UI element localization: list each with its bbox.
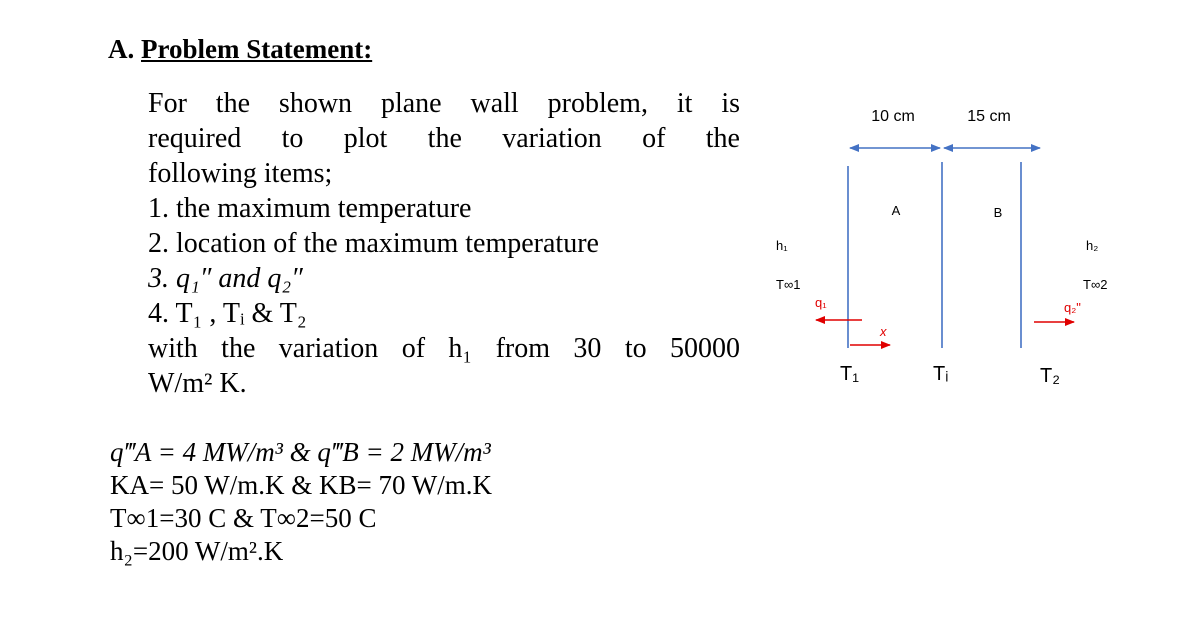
h1-label: h₁ [776, 238, 788, 253]
h2-value: h₂=200 W/m².K [110, 536, 284, 566]
t1-label: T₁ [840, 363, 859, 385]
statement-line-1: For the shown plane wall problem, it is [148, 88, 740, 119]
t-inf-2-label: T∞2 [1083, 277, 1108, 292]
conductivities: KA= 50 W/m.K & KB= 70 W/m.K [110, 470, 492, 500]
q1-label: q₁ [815, 295, 827, 310]
ti-label: Tᵢ [933, 363, 949, 385]
heat-generation: q‴A = 4 MW/m³ & q‴B = 2 MW/m³ [110, 437, 491, 467]
variation-line-1: with the variation of h₁ from 30 to 50000 [148, 333, 740, 364]
section-label: A. [108, 34, 135, 64]
list-item-4: 4. T₁ , Tᵢ & T₂ [148, 298, 307, 329]
thickness-a-label: 10 cm [871, 108, 915, 125]
wall-b-label: B [993, 205, 1003, 220]
t-inf-1-label: T∞1 [776, 277, 801, 292]
list-item-3: 3. q₁″ and q₂″ [148, 263, 303, 294]
wall-a-label: A [891, 203, 901, 218]
list-item-2: 2. location of the maximum temperature [148, 228, 599, 259]
x-axis-label: x [880, 324, 887, 339]
variation-line-2: W/m² K. [148, 368, 247, 399]
q2-label: q₂" [1064, 300, 1081, 315]
statement-line-3: following items; [148, 158, 333, 189]
statement-line-2: required to plot the variation of the [148, 123, 740, 154]
h2-label: h₂ [1086, 238, 1099, 253]
thickness-b-label: 15 cm [967, 108, 1011, 125]
ambient-temperatures: T∞1=30 C & T∞2=50 C [110, 503, 377, 533]
t2-label: T₂ [1040, 365, 1060, 387]
section-title: Problem Statement: [141, 34, 373, 64]
list-item-1: 1. the maximum temperature [148, 193, 472, 224]
